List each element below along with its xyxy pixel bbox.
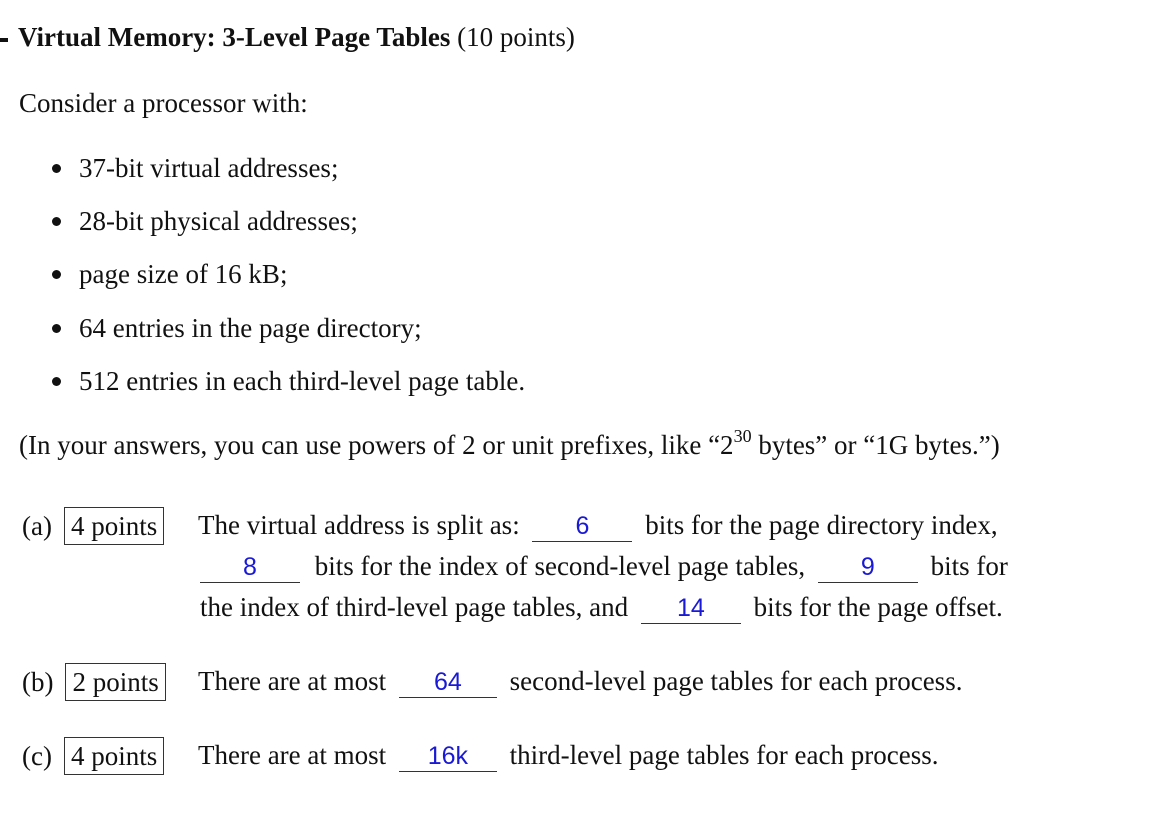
answer-blank[interactable]: 64: [399, 667, 497, 698]
question-text: bits for the page offset.: [753, 592, 1003, 622]
intro-text: Consider a processor with:: [19, 88, 308, 118]
bullet-icon: [52, 270, 61, 279]
question-text: There are at most: [198, 666, 387, 696]
title-points: (10 points): [457, 22, 575, 52]
points-box: 4 points: [64, 507, 164, 545]
spec-item: [52, 206, 358, 237]
spec-text: 28-bit physical addresses;: [79, 206, 358, 236]
problem-title: [0, 22, 575, 53]
question-b-header: [22, 663, 166, 701]
answer-blank[interactable]: 14: [641, 593, 741, 624]
question-b-line: [198, 666, 962, 698]
question-text: bits for the index of second-level page tables,: [314, 551, 806, 581]
note-before: (In your answers, you can use powers of 2 or unit prefixes, like “2: [19, 430, 734, 460]
note-after: bytes” or “1G bytes.”): [751, 430, 1000, 460]
bullet-icon: [52, 377, 61, 386]
answer-format-note: [19, 426, 1000, 461]
bullet-icon: [52, 324, 61, 333]
question-text: second-level page tables for each process.: [509, 666, 963, 696]
points-box: 4 points: [64, 737, 164, 775]
question-a-line2: [200, 551, 1008, 583]
spec-item: [52, 313, 422, 344]
title-bold: Virtual Memory: 3-Level Page Tables: [18, 22, 451, 52]
question-c-line: [198, 740, 938, 772]
spec-text: 64 entries in the page directory;: [79, 313, 422, 343]
note-exponent: 30: [733, 426, 752, 446]
answer-blank[interactable]: 6: [532, 511, 632, 542]
bullet-icon: [52, 164, 61, 173]
question-text: bits for the page directory index,: [645, 510, 998, 540]
bullet-icon: [52, 217, 61, 226]
question-text: There are at most: [198, 740, 387, 770]
spec-item: [52, 366, 525, 397]
question-text: bits for: [930, 551, 1008, 581]
spec-text: page size of 16 kB;: [79, 259, 288, 289]
points-box: 2 points: [65, 663, 165, 701]
question-label: (a): [22, 511, 52, 541]
spec-text: 37-bit virtual addresses;: [79, 153, 339, 183]
question-label: (b): [22, 667, 54, 697]
spec-item: [52, 153, 338, 184]
spec-item: [52, 259, 287, 290]
question-text: The virtual address is split as:: [198, 510, 520, 540]
answer-blank[interactable]: 16k: [399, 741, 497, 772]
answer-blank[interactable]: 8: [200, 552, 300, 583]
question-text: the index of third-level page tables, and: [200, 592, 629, 622]
question-c-header: [22, 737, 164, 775]
spec-text: 512 entries in each third-level page table.: [79, 366, 526, 396]
question-label: (c): [22, 741, 52, 771]
question-a-line3: [200, 592, 1003, 624]
question-a-header: [22, 507, 164, 545]
answer-blank[interactable]: 9: [818, 552, 918, 583]
question-text: third-level page tables for each process.: [509, 740, 939, 770]
question-a-line1: [198, 510, 998, 542]
title-bullet: [0, 38, 8, 42]
